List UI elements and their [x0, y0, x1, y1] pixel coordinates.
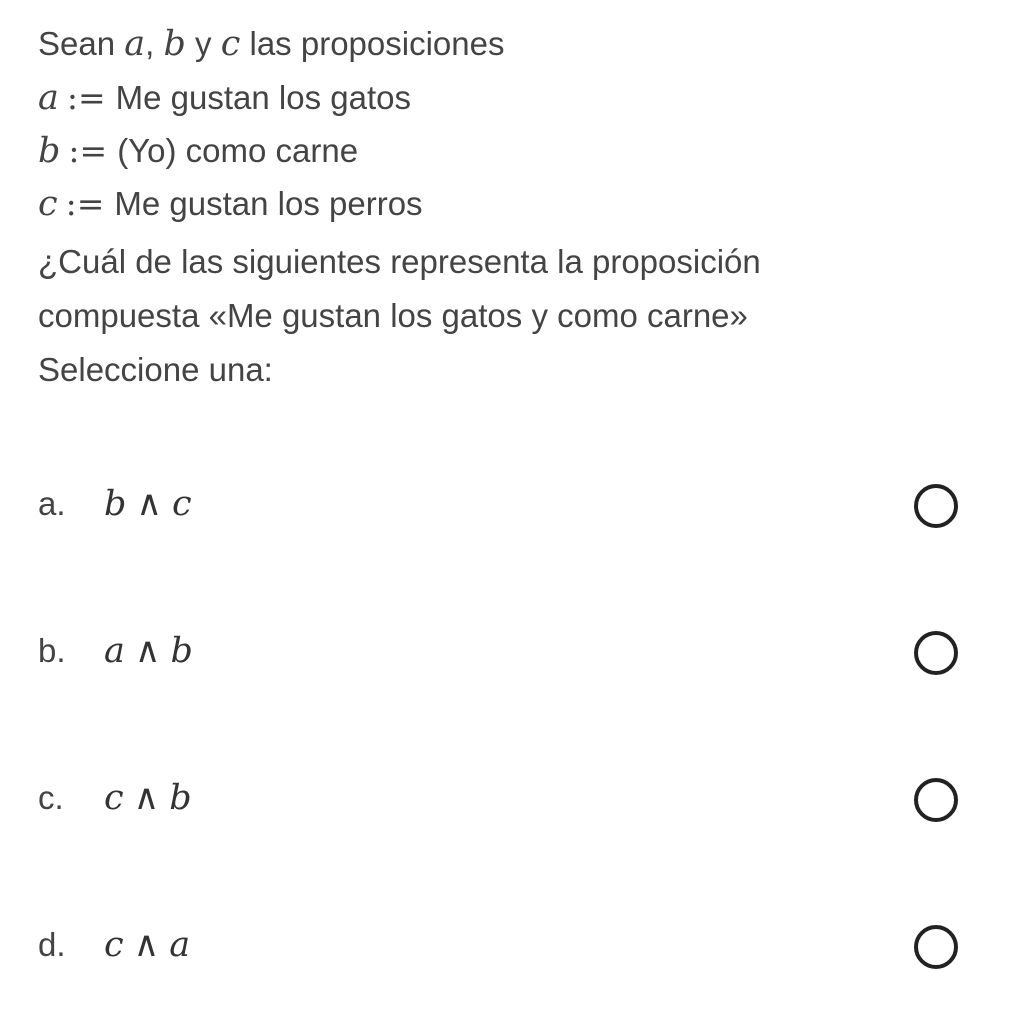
definition-var: a	[38, 78, 59, 118]
assign-symbol: :=	[66, 78, 106, 117]
option-expression	[104, 482, 192, 526]
assign-symbol: :=	[68, 131, 108, 170]
option-letter: c.	[38, 779, 64, 816]
definition-c	[38, 182, 978, 240]
expr-left: b	[104, 484, 127, 524]
definition-text: (Yo) como carne	[117, 132, 359, 169]
definition-text: Me gustan los gatos	[115, 79, 411, 116]
intro-sep-1: ,	[145, 25, 164, 62]
var-a-symbol: a	[124, 24, 146, 64]
option-b[interactable]	[0, 579, 1009, 726]
definition-text: Me gustan los perros	[114, 185, 423, 222]
option-expression	[104, 923, 190, 967]
option-expression	[104, 776, 192, 820]
and-operator: ∧	[133, 925, 160, 965]
option-expression	[104, 629, 193, 673]
var-c-symbol: c	[220, 24, 241, 64]
assign-symbol: :=	[65, 184, 105, 223]
option-letter: b.	[38, 632, 66, 669]
definition-var: c	[38, 184, 58, 224]
intro-prefix: Sean	[38, 25, 125, 62]
var-b-symbol: b	[163, 24, 186, 64]
definition-b	[38, 129, 978, 182]
option-a[interactable]	[0, 432, 1009, 579]
expr-right: c	[172, 484, 192, 524]
answer-options	[0, 432, 1009, 1020]
and-operator: ∧	[134, 631, 161, 671]
expr-right: b	[170, 631, 193, 671]
question-prompt-line-1: ¿Cuál de las siguientes representa la proposición	[38, 243, 761, 280]
radio-unchecked-icon[interactable]	[914, 631, 958, 675]
intro-suffix: las proposiciones	[240, 25, 505, 62]
expr-right: b	[169, 778, 192, 818]
expr-left: c	[104, 778, 124, 818]
and-operator: ∧	[133, 778, 160, 818]
expr-right: a	[169, 925, 191, 965]
select-instruction: Seleccione una:	[38, 351, 273, 388]
option-c[interactable]	[0, 726, 1009, 873]
option-letter: a.	[38, 485, 66, 522]
radio-unchecked-icon[interactable]	[914, 778, 958, 822]
intro-sep-2: y	[185, 25, 221, 62]
radio-unchecked-icon[interactable]	[914, 484, 958, 528]
option-letter: d.	[38, 926, 66, 963]
option-d[interactable]	[0, 873, 1009, 1020]
question-prompt-line-2: compuesta «Me gustan los gatos y como carne»	[38, 297, 748, 334]
and-operator: ∧	[136, 484, 163, 524]
expr-left: c	[104, 925, 124, 965]
definition-var: b	[38, 131, 61, 171]
expr-left: a	[104, 631, 125, 671]
question-text	[38, 22, 978, 402]
definition-a	[38, 76, 978, 129]
radio-unchecked-icon[interactable]	[914, 925, 958, 969]
question-intro	[38, 22, 978, 76]
